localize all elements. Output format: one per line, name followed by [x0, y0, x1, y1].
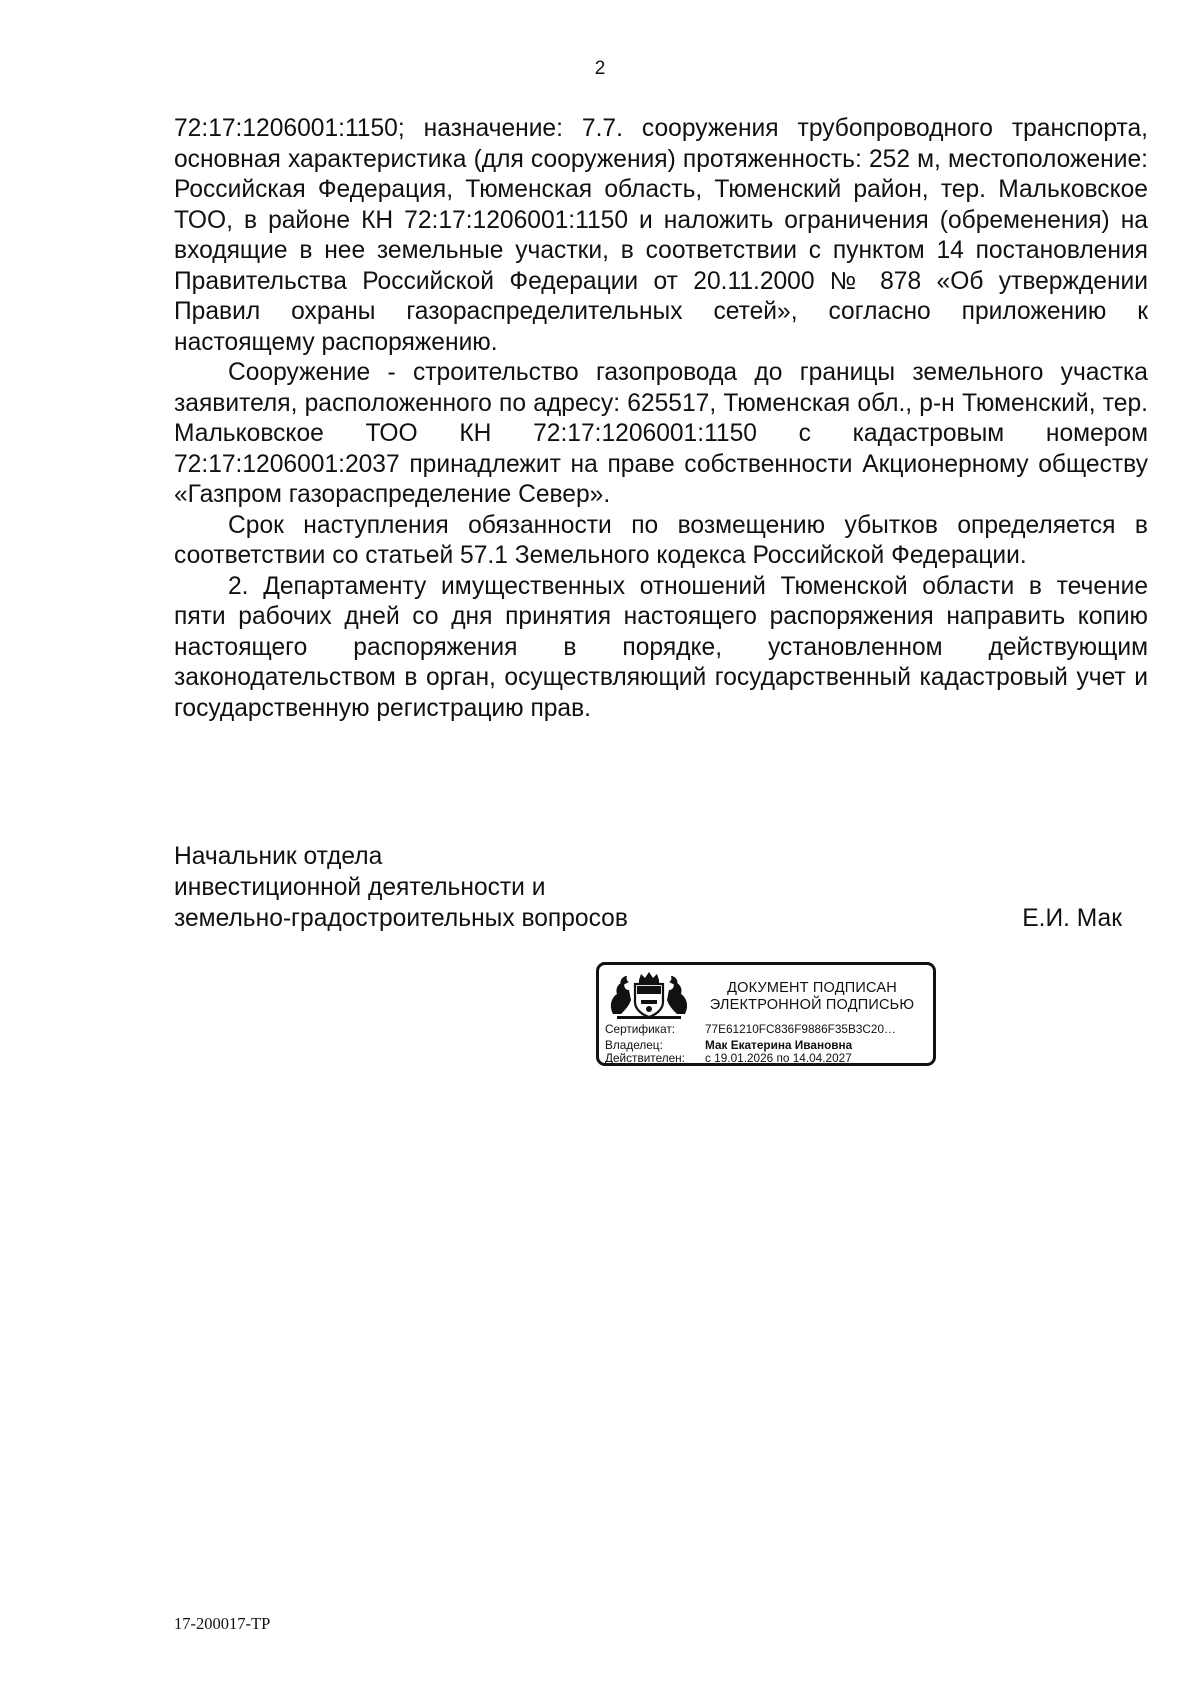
paragraph-damages-term: Срок наступления обязанности по возмещению убытков определяется в соответствии со статьей 57.1 Земельного кодекса Российской Федерации.	[174, 511, 1148, 569]
stamp-certificate-row	[605, 1022, 927, 1036]
validity-label: Действителен:	[605, 1051, 685, 1065]
stamp-owner-row	[605, 1038, 927, 1052]
owner-value: Мак Екатерина Ивановна	[705, 1038, 853, 1052]
signer-position-line: земельно-градостроительных вопросов	[174, 905, 628, 932]
paragraph-item-2: 2. Департаменту имущественных отношений Тюменской области в течение пяти рабочих дней со дня принятия настоящего распоряжения направить копию настоящего распоряжения в порядке, установленном действующим законодательством в орган, осуществляющий государственный кадастровый учет и государственную регистрацию прав.	[174, 572, 1148, 722]
stamp-heading-line: ДОКУМЕНТ ПОДПИСАН	[727, 980, 897, 996]
document-code: 17-200017-ТР	[174, 1614, 271, 1633]
certificate-value: 77E61210FC836F9886F35B3C20…	[705, 1022, 896, 1036]
owner-label: Владелец:	[605, 1038, 663, 1052]
coat-of-arms-icon	[607, 970, 691, 1020]
stamp-heading-line: ЭЛЕКТРОННОЙ ПОДПИСЬЮ	[709, 997, 915, 1013]
signer-position-line: инвестиционной деятельности и	[174, 874, 546, 901]
stamp-validity-row	[605, 1051, 927, 1065]
page-number: 2	[594, 58, 606, 79]
stamp-heading	[697, 980, 927, 1014]
certificate-label: Сертификат:	[605, 1022, 676, 1036]
signer-position-line: Начальник отдела	[174, 843, 383, 870]
electronic-signature-stamp	[596, 962, 936, 1066]
paragraph-structure-ownership: Сооружение - строительство газопровода до границы земельного участка заявителя, расположенного по адресу: 625517, Тюменская обл., р-н Тюменский, тер. Мальковское ТОО КН 72:17:1206001:1150 с кадастровым номером 72:17:1206001:2037 принадлежит на праве собственности Акционерному обществу «Газпром газораспределение Север».	[174, 359, 1148, 508]
signature-block	[174, 841, 1122, 934]
paragraph-continuation: 72:17:1206001:1150; назначение: 7.7. сооружения трубопроводного транспорта, основная характеристика (для сооружения) протяженность: 252 м, местоположение: Российская Федерация, Тюменская область, Тюменский район, тер. Мальковское ТОО, в районе КН 72:17:1206001:1150 и наложить ограничения (обременения) на входящие в нее земельные участки, в соответствии с пунктом 14 постановления Правительства Российской Федерации от 20.11.2000 № 878 «Об утверждении Правил охраны газораспределительных сетей», согласно приложению к настоящему распоряжению.	[174, 115, 1148, 356]
validity-value: с 19.01.2026 по 14.04.2027	[705, 1051, 852, 1065]
document-body	[174, 114, 1148, 724]
signer-name: Е.И. Мак	[1022, 905, 1122, 932]
